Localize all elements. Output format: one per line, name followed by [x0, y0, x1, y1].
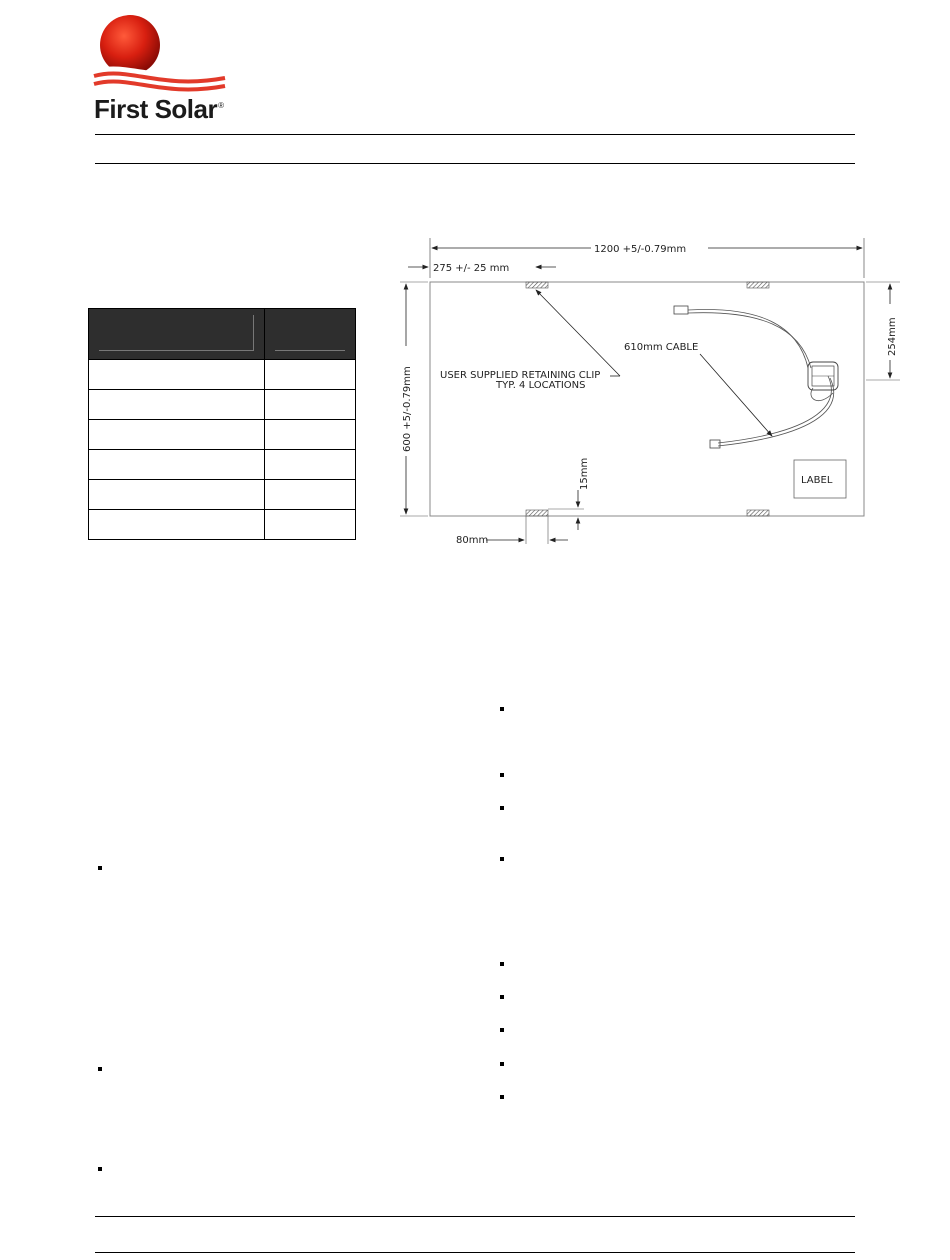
dim-edge-label: 15mm — [579, 457, 590, 490]
first-solar-logo — [90, 14, 240, 124]
table-cell — [89, 480, 265, 510]
bullet-marker — [500, 962, 504, 966]
table-cell — [265, 360, 356, 390]
table-cell — [265, 480, 356, 510]
footer-rule-top — [95, 1216, 855, 1217]
spec-table-header — [89, 309, 356, 360]
bullet-marker — [500, 806, 504, 810]
table-row — [89, 510, 356, 540]
cable-connector — [710, 440, 720, 448]
header-rule-top — [95, 134, 855, 135]
table-cell — [265, 510, 356, 540]
footer-rule-bottom — [95, 1252, 855, 1253]
dim-width-label: 600 +5/-0.79mm — [402, 366, 413, 452]
retaining-clip — [747, 282, 769, 288]
dim-clip-label: 80mm — [456, 535, 489, 546]
spec-header-cell-2 — [265, 309, 356, 360]
table-cell — [89, 450, 265, 480]
spec-table — [88, 308, 356, 540]
table-row — [89, 450, 356, 480]
retaining-clip — [526, 510, 548, 516]
retaining-clip — [526, 282, 548, 288]
cable-callout-label: 610mm CABLE — [624, 342, 699, 353]
label-box-text: LABEL — [801, 475, 833, 486]
module-outline — [430, 282, 864, 516]
dim-length-label: 1200 +5/-0.79mm — [594, 244, 687, 255]
retaining-clip — [747, 510, 769, 516]
bullet-marker — [98, 1167, 102, 1171]
table-cell — [89, 420, 265, 450]
table-row — [89, 360, 356, 390]
bullet-marker — [500, 995, 504, 999]
table-row — [89, 480, 356, 510]
dim-junction-label: 254mm — [887, 317, 898, 356]
logo-wordmark: First Solar® — [94, 94, 224, 124]
clip-callout-line-2: TYP. 4 LOCATIONS — [496, 380, 586, 391]
table-row — [89, 420, 356, 450]
header-rule-bottom — [95, 163, 855, 164]
table-row — [89, 390, 356, 420]
bullet-marker — [98, 1067, 102, 1071]
cable-connector — [674, 306, 688, 314]
table-cell — [89, 390, 265, 420]
bullet-marker — [500, 857, 504, 861]
bullet-marker — [500, 1028, 504, 1032]
bullet-marker — [500, 707, 504, 711]
table-cell — [265, 420, 356, 450]
table-cell — [265, 450, 356, 480]
sun-logo-icon — [90, 14, 240, 94]
table-cell — [89, 510, 265, 540]
clip-callout-line-1: USER SUPPLIED RETAINING CLIP — [440, 370, 601, 381]
bullet-marker — [500, 773, 504, 777]
dim-offset-label: 275 +/- 25 mm — [433, 263, 510, 274]
module-drawing — [388, 228, 910, 548]
spec-header-cell-1 — [89, 309, 265, 360]
table-cell — [89, 360, 265, 390]
bullet-marker — [98, 866, 102, 870]
table-cell — [265, 390, 356, 420]
bullet-marker — [500, 1095, 504, 1099]
bullet-marker — [500, 1062, 504, 1066]
